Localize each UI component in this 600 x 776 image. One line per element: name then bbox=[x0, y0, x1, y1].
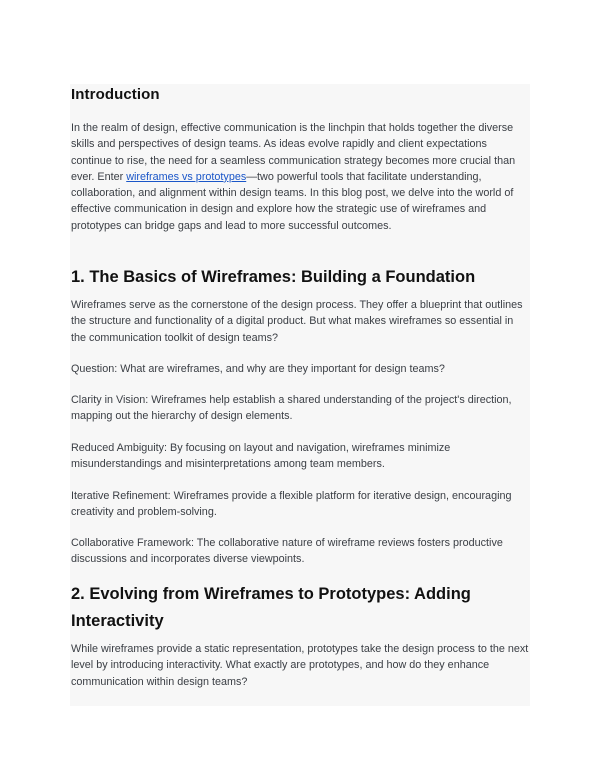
section1-paragraph-4: Reduced Ambiguity: By focusing on layout and navigation, wireframes minimize misunderstandings and misinterpretations among team members. bbox=[71, 442, 451, 471]
section1-paragraph-2: Question: What are wireframes, and why are they important for design teams? bbox=[71, 363, 445, 375]
section1-paragraph-5: Iterative Refinement: Wireframes provide a flexible platform for iterative design, encouraging creativity and problem-solving. bbox=[71, 490, 512, 519]
section1-paragraph-3: Clarity in Vision: Wireframes help establish a shared understanding of the project's direction, mapping out the hierarchy of design elements. bbox=[71, 394, 512, 423]
wireframes-vs-prototypes-link[interactable]: wireframes vs prototypes bbox=[126, 170, 247, 183]
intro-heading: Introduction bbox=[71, 86, 160, 103]
section1-paragraph-6: Collaborative Framework: The collaborative nature of wireframe reviews fosters productive discussions and incorporates diverse viewpoints. bbox=[71, 537, 503, 566]
intro-text-before-link: In the realm of design, effective communication is the linchpin that holds together the diverse skills and perspectives of design teams. As ideas evolve rapidly and client expectations continue to rise, the need for a seamless communication strategy becomes more crucial than ever. Enter bbox=[71, 122, 516, 183]
intro-paragraph bbox=[71, 120, 529, 234]
section2-heading: 2. Evolving from Wireframes to Prototypes: Adding Interactivity bbox=[71, 585, 471, 630]
section1-paragraph-1: Wireframes serve as the cornerstone of the design process. They offer a blueprint that outlines the structure and functionality of a digital product. But what makes wireframes so essential in the communication toolkit of design teams? bbox=[71, 299, 523, 344]
intro-text-after-link: —two powerful tools that facilitate understanding, collaboration, and alignment within design teams. In this blog post, we delve into the world of effective communication in design and explore how the strategic use of wireframes and prototypes can bridge gaps and lead to more successful outcomes. bbox=[71, 170, 514, 232]
section2-paragraph-1: While wireframes provide a static representation, prototypes take the design process to the next level by introducing interactivity. What exactly are prototypes, and how do they enhance communication within design teams? bbox=[71, 643, 529, 688]
section1-heading: 1. The Basics of Wireframes: Building a Foundation bbox=[71, 268, 476, 286]
